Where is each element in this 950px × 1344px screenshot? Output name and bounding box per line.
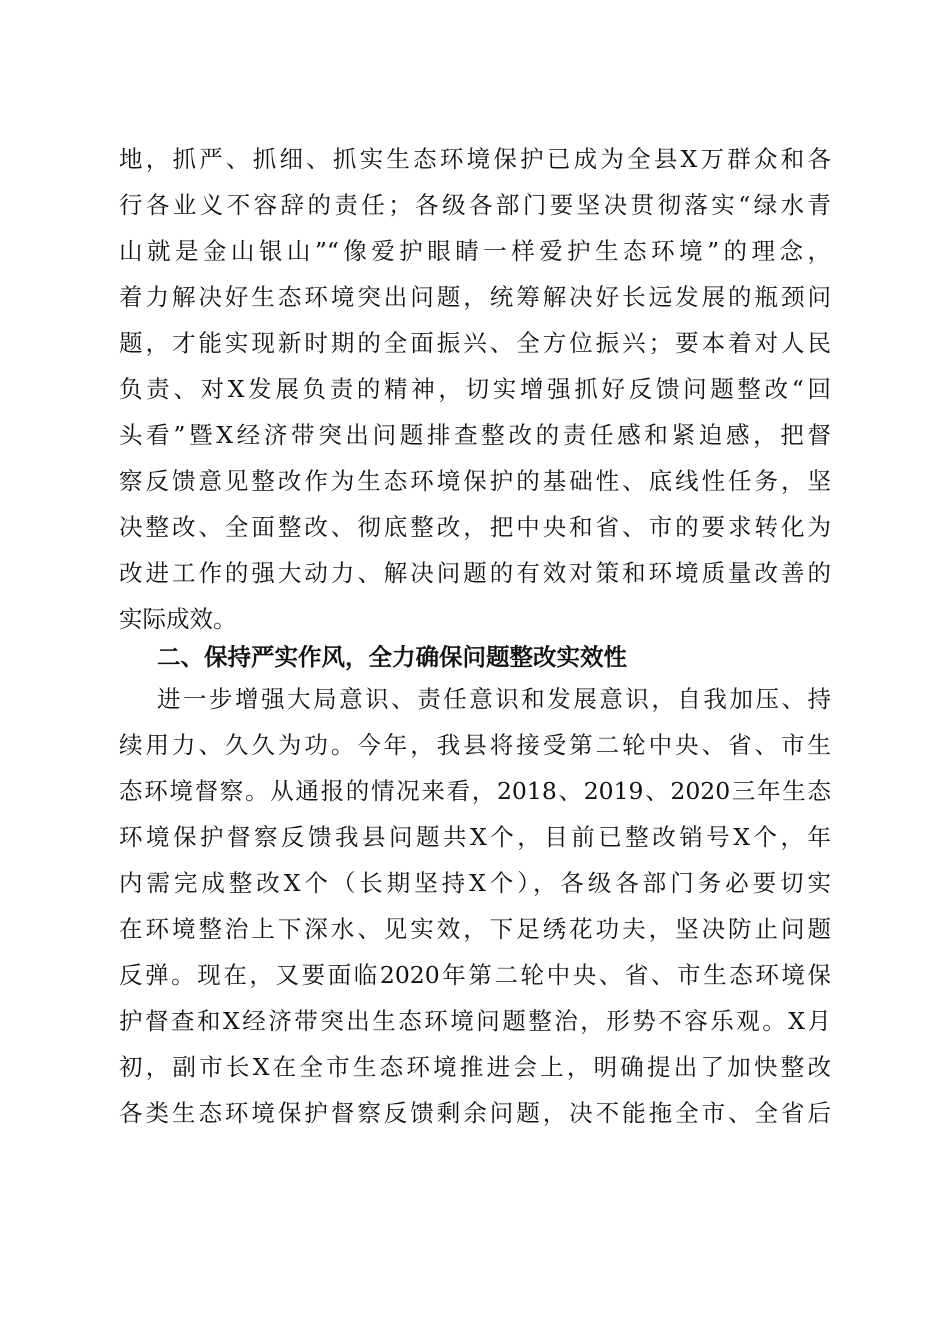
paragraph-line: 负责、对X发展负责的精神，切实增强抓好反馈问题整改“回 (119, 375, 831, 403)
paragraph-line: 续用力、久久为功。今年，我县将接受第二轮中央、省、市生 (119, 731, 831, 759)
paragraph-line: 头看”暨X经济带突出问题排查整改的责任感和紧迫感，把督 (119, 421, 831, 449)
paragraph-line: 初，副市长X在全市生态环境推进会上，明确提出了加快整改 (119, 1053, 831, 1081)
paragraph-line: 实际成效。 (119, 605, 237, 633)
paragraph-line: 各类生态环境保护督察反馈剩余问题，决不能拖全市、全省后 (119, 1099, 831, 1127)
paragraph-line: 题，才能实现新时期的全面振兴、全方位振兴；要本着对人民 (119, 329, 831, 357)
paragraph-line: 地，抓严、抓细、抓实生态环境保护已成为全县X万群众和各 (119, 145, 831, 173)
paragraph-line: 环境保护督察反馈我县问题共X个，目前已整改销号X个，年 (119, 823, 831, 851)
paragraph-line: 反弹。现在，又要面临2020年第二轮中央、省、市生态环境保 (119, 961, 831, 989)
paragraph-line: 行各业义不容辞的责任；各级各部门要坚决贯彻落实“绿水青 (119, 191, 831, 219)
paragraph-line: 决整改、全面整改、彻底整改，把中央和省、市的要求转化为 (119, 513, 831, 541)
section-heading: 二、保持严实作风，全力确保问题整改实效性 (157, 643, 627, 671)
paragraph-line: 山就是金山银山”“像爱护眼睛一样爱护生态环境”的理念， (119, 237, 831, 265)
paragraph-line: 着力解决好生态环境突出问题，统筹解决好长远发展的瓶颈问 (119, 283, 831, 311)
paragraph-line: 进一步增强大局意识、责任意识和发展意识，自我加压、持 (157, 685, 831, 713)
paragraph-line: 内需完成整改X个（长期坚持X个），各级各部门务必要切实 (119, 869, 831, 897)
paragraph-line: 察反馈意见整改作为生态环境保护的基础性、底线性任务，坚 (119, 467, 831, 495)
paragraph-line: 护督查和X经济带突出生态环境问题整治，形势不容乐观。X月 (119, 1007, 831, 1035)
paragraph-line: 态环境督察。从通报的情况来看，2018、2019、2020三年生态 (119, 777, 831, 805)
paragraph-line: 改进工作的强大动力、解决问题的有效对策和环境质量改善的 (119, 559, 831, 587)
paragraph-line: 在环境整治上下深水、见实效，下足绣花功夫，坚决防止问题 (119, 915, 831, 943)
